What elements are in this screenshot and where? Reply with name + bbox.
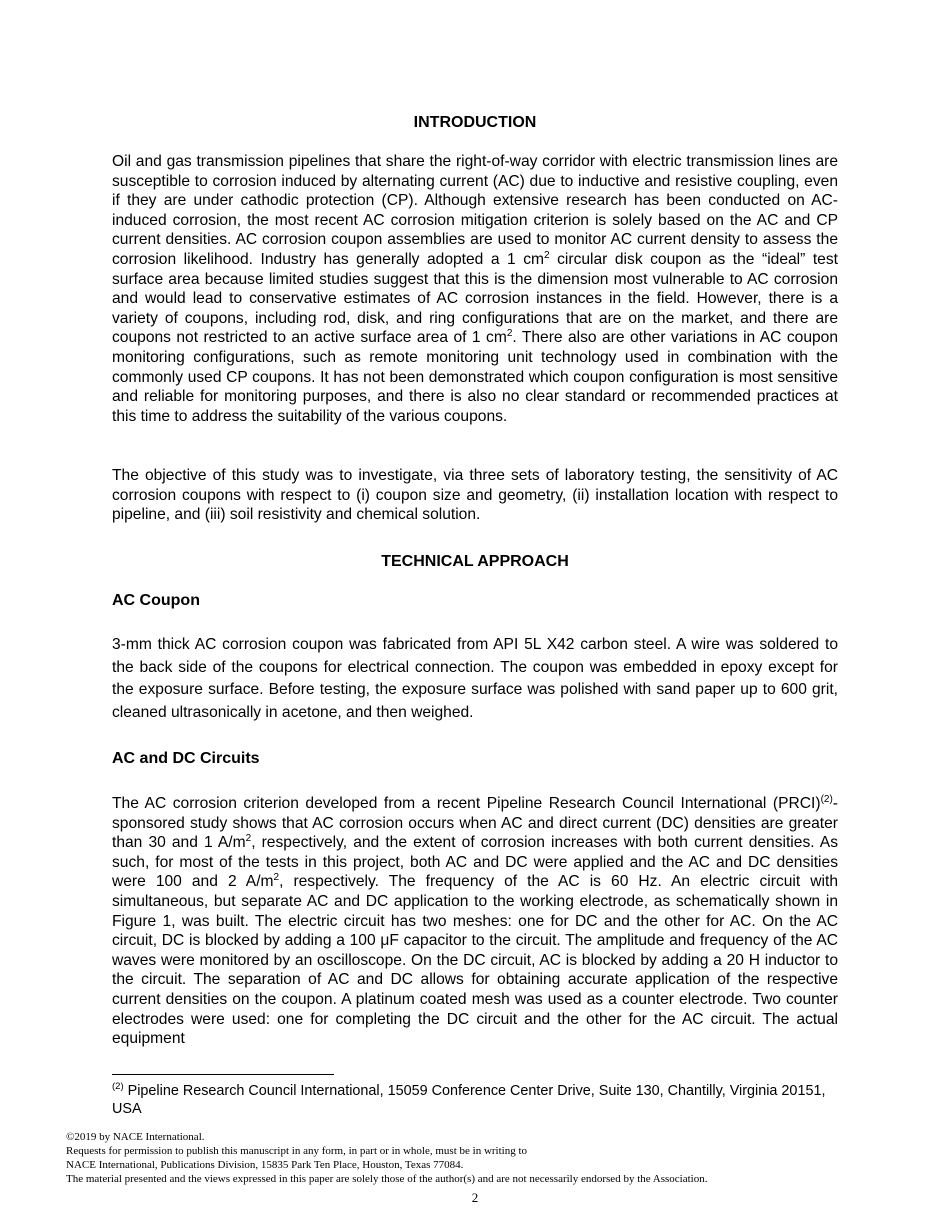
circuits-text-a: The AC corrosion criterion developed from a recent Pipeline Research Council International (PRCI): [112, 795, 821, 812]
copyright-line: ©2019 by NACE International.: [66, 1131, 205, 1143]
ac-coupon-heading: AC Coupon: [112, 592, 200, 609]
superscript-2: 2: [506, 328, 513, 340]
circuits-text-c: , respectively, and the extent of corrosion increases with both current densities. As such, for most of the tests in this project, both AC and DC were applied and the AC and DC densities were 100 and 2 A/m: [112, 834, 838, 891]
introduction-paragraph-1: [112, 152, 838, 426]
footnote-divider: [112, 1074, 334, 1075]
intro-p1-text-a: Oil and gas transmission pipelines that share the right-of-way corridor with electric transmission lines are susceptible to corrosion induced by alternating current (AC) due to inductive and resistive coupling, even if they are under cathodic protection (CP). Although extensive research has been conducted on AC-induced corrosion, the most recent AC corrosion mitigation criterion is solely based on the AC and CP current densities. AC corrosion coupon assemblies are used to monitor AC current density to assess the corrosion likelihood. Industry has generally adopted a 1 cm: [112, 153, 838, 268]
introduction-heading: INTRODUCTION: [413, 114, 537, 131]
ac-dc-circuits-heading: AC and DC Circuits: [112, 750, 260, 767]
ac-coupon-paragraph: 3-mm thick AC corrosion coupon was fabricated from API 5L X42 carbon steel. A wire was soldered to the back side of the coupons for electrical connection. The coupon was embedded in epoxy except for the exposure surface. Before testing, the exposure surface was polished with sand paper up to 600 grit, cleaned ultrasonically in acetone, and then weighed.: [112, 636, 838, 721]
introduction-paragraph-2: The objective of this study was to investigate, via three sets of laboratory testing, the sensitivity of AC corrosion coupons with respect to (i) coupon size and geometry, (ii) installation location with respect to pipeline, and (iii) soil resistivity and chemical solution.: [112, 467, 838, 524]
technical-approach-heading: TECHNICAL APPROACH: [381, 553, 569, 570]
footnote-reference: (2): [820, 793, 833, 805]
intro-p1-text-b: circular disk coupon as the “ideal” test surface area because limited studies suggest that this is the dimension most vulnerable to AC corrosion and would lead to conservative estimates of AC corrosion instances in the field. However, there is a variety of coupons, including rod, disk, and ring configurations that are on the market, and there are coupons not restricted to an active surface area of 1 cm: [112, 250, 838, 347]
footnote: [112, 1082, 838, 1118]
footnote-text: Pipeline Research Council International, 15059 Conference Center Drive, Suite 130, Chantilly, Virginia 20151, USA: [112, 1083, 826, 1117]
superscript-2: 2: [245, 833, 252, 844]
copyright-notice: [66, 1130, 886, 1186]
copyright-line: The material presented and the views expressed in this paper are solely those of the author(s) and are not necessarily endorsed by the Association.: [66, 1173, 708, 1185]
circuits-text-d: , respectively. The frequency of the AC is 60 Hz. An electric circuit with simultaneous, but separate AC and DC application to the working electrode, as schematically shown in Figure 1, was built. The electric circuit has two meshes: one for DC and the other for AC. On the AC circuit, DC is blocked by adding a 100 μF capacitor to the circuit. The amplitude and frequency of the AC waves were monitored by an oscilloscope. On the DC circuit, AC is blocked by adding a 20 H inductor to the circuit. The separation of AC and DC allows for obtaining accurate application of the respective current densities on the coupon. A platinum coated mesh was used as a counter electrode. Two counter electrodes were used: one for completing the DC circuit and the other for the AC circuit. The actual equipment: [112, 873, 838, 1048]
copyright-line: Requests for permission to publish this manuscript in any form, in part or in whole, must be in writing to: [66, 1145, 528, 1157]
superscript-2: 2: [273, 872, 280, 884]
copyright-line: NACE International, Publications Division, 15835 Park Ten Place, Houston, Texas 77084.: [66, 1159, 464, 1171]
page-number: 2: [471, 1190, 479, 1205]
circuits-text-b: -sponsored study shows that AC corrosion occurs when AC and direct current (DC) densities are greater than 30 and 1 A/m: [112, 795, 838, 852]
intro-p1-text-c: . There also are other variations in AC coupon monitoring configurations, such as remote monitoring unit technology used in combination with the commonly used CP coupons. It has not been demonstrated which coupon configuration is most sensitive and reliable for monitoring purposes, and there is also no clear standard or recommended practices at this time to address the suitability of the various coupons.: [112, 329, 839, 425]
superscript-2: 2: [544, 249, 550, 261]
footnote-marker: (2): [112, 1081, 124, 1093]
ac-dc-circuits-paragraph: [112, 794, 838, 1049]
